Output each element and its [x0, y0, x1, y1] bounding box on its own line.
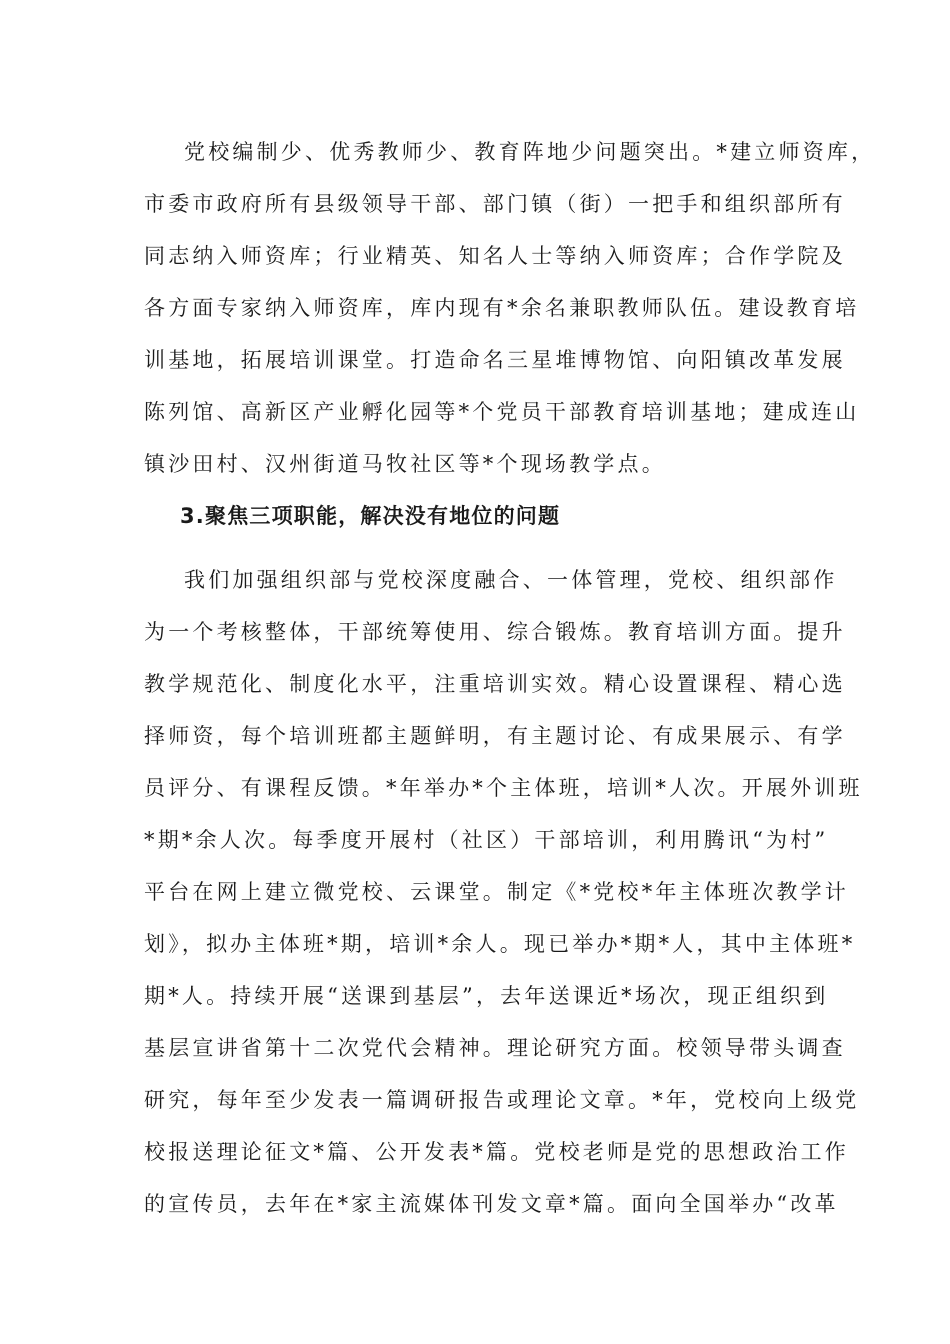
paragraph-1-line-5: 训基地，拓展培训课堂。打造命名三星堆博物馆、向阳镇改革发展 — [144, 348, 846, 372]
paragraph-2-line-9: 期*人。持续开展“送课到基层”，去年送课近*场次，现正组织到 — [144, 984, 829, 1008]
paragraph-2-line-12: 校报送理论征文*篇、公开发表*篇。党校老师是党的思想政治工作 — [144, 1140, 849, 1164]
paragraph-2 — [144, 554, 863, 1230]
paragraph-2-line-1: 我们加强组织部与党校深度融合、一体管理，党校、组织部作 — [184, 568, 838, 592]
paragraph-2-line-7: 平台在网上建立微党校、云课堂。制定《*党校*年主体班次教学计 — [144, 880, 849, 904]
section-heading: 3.聚焦三项职能，解决没有地位的问题 — [180, 504, 561, 528]
paragraph-2-line-13: 的宣传员，去年在*家主流媒体刊发文章*篇。面向全国举办“改革 — [144, 1192, 839, 1216]
paragraph-1 — [144, 126, 876, 490]
paragraph-1-line-3: 同志纳入师资库；行业精英、知名人士等纳入师资库；合作学院及 — [144, 244, 846, 268]
paragraph-2-line-8: 划》，拟办主体班*期，培训*余人。现已举办*期*人，其中主体班* — [144, 932, 856, 956]
paragraph-2-line-3: 教学规范化、制度化水平，注重培训实效。精心设置课程、精心选 — [144, 672, 846, 696]
paragraph-1-line-7: 镇沙田村、汉州街道马牧社区等*个现场教学点。 — [144, 452, 666, 476]
paragraph-1-line-4: 各方面专家纳入师资库，库内现有*余名兼职教师队伍。建设教育培 — [144, 296, 860, 320]
paragraph-2-line-6: *期*余人次。每季度开展村（社区）干部培训，利用腾讯“为村” — [144, 828, 829, 852]
paragraph-2-line-4: 择师资，每个培训班都主题鲜明，有主题讨论、有成果展示、有学 — [144, 724, 846, 748]
paragraph-2-line-11: 研究，每年至少发表一篇调研报告或理论文章。*年，党校向上级党 — [144, 1088, 860, 1112]
paragraph-1-line-1: 党校编制少、优秀教师少、教育阵地少问题突出。*建立师资库， — [184, 140, 876, 164]
paragraph-1-line-6: 陈列馆、高新区产业孵化园等*个党员干部教育培训基地；建成连山 — [144, 400, 860, 424]
paragraph-1-line-2: 市委市政府所有县级领导干部、部门镇（街）一把手和组织部所有 — [144, 192, 846, 216]
paragraph-2-line-10: 基层宣讲省第十二次党代会精神。理论研究方面。校领导带头调查 — [144, 1036, 846, 1060]
paragraph-2-line-2: 为一个考核整体，干部统筹使用、综合锻炼。教育培训方面。提升 — [144, 620, 846, 644]
paragraph-2-line-5: 员评分、有课程反馈。*年举办*个主体班，培训*人次。开展外训班 — [144, 776, 863, 800]
